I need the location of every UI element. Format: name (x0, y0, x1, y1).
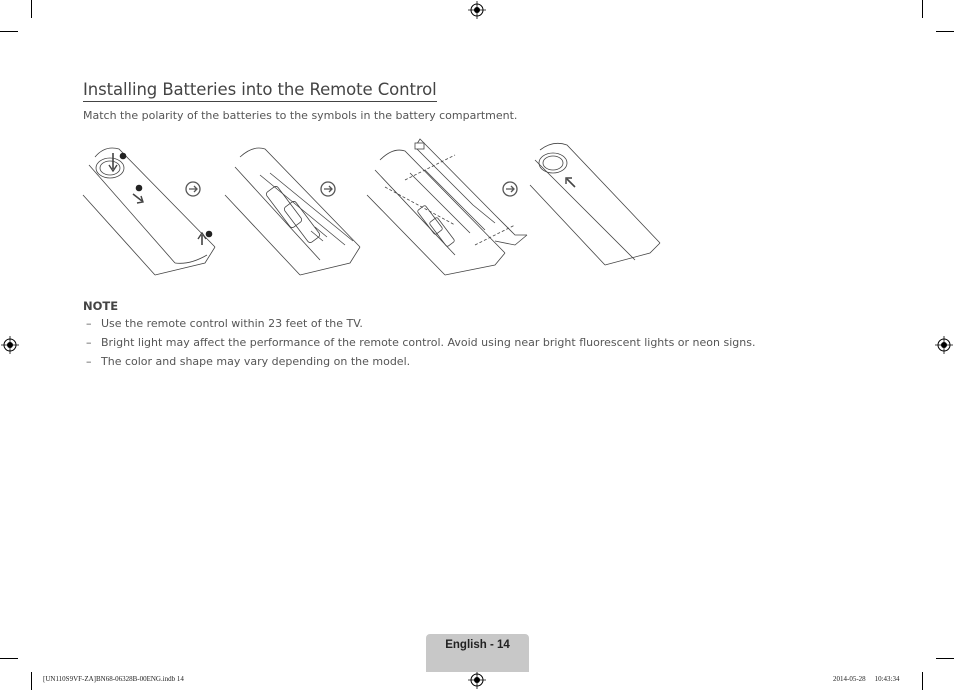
step-marker (136, 185, 143, 192)
page-number: English - 14 (445, 639, 510, 651)
arrow-right-icon (186, 182, 200, 196)
crop-mark (0, 31, 18, 32)
note-item: – The color and shape may vary depending on the model. (86, 355, 411, 368)
battery-remove-icon (367, 139, 527, 275)
registration-mark-icon (935, 336, 953, 354)
page-number-tab (426, 634, 529, 672)
step-marker (120, 153, 127, 160)
crop-mark (922, 0, 923, 18)
intro-text: Match the polarity of the batteries to the symbols in the battery compartment. (83, 109, 518, 122)
note-item: – Use the remote control within 23 feet of the TV. (86, 317, 363, 330)
print-slug-right: 2014-05-28   10:43:34 (833, 675, 900, 683)
registration-mark-icon (468, 671, 486, 689)
registration-mark-icon (468, 1, 486, 19)
crop-mark (922, 672, 923, 690)
note-list (86, 317, 755, 374)
remote-open-icon (83, 148, 215, 275)
arrow-right-icon (321, 182, 335, 196)
crop-mark (936, 31, 954, 32)
registration-mark-icon (1, 336, 19, 354)
note-heading: NOTE (83, 299, 119, 313)
crop-mark (0, 658, 18, 659)
step-marker (206, 231, 213, 238)
arrow-right-icon (503, 182, 517, 196)
battery-installation-illustration (75, 135, 675, 280)
crop-mark (31, 672, 32, 690)
section-title: Installing Batteries into the Remote Control (83, 80, 437, 102)
battery-insert-icon (225, 148, 360, 275)
remote-close-icon (530, 143, 660, 265)
crop-mark (936, 658, 954, 659)
crop-mark (31, 0, 32, 18)
note-item: – Bright light may affect the performance of the remote control. Avoid using near bright fluorescent lights or neon signs. (86, 336, 756, 349)
print-slug-left: [UN110S9VF-ZA]BN68-06328B-00ENG.indb 14 (43, 675, 184, 683)
